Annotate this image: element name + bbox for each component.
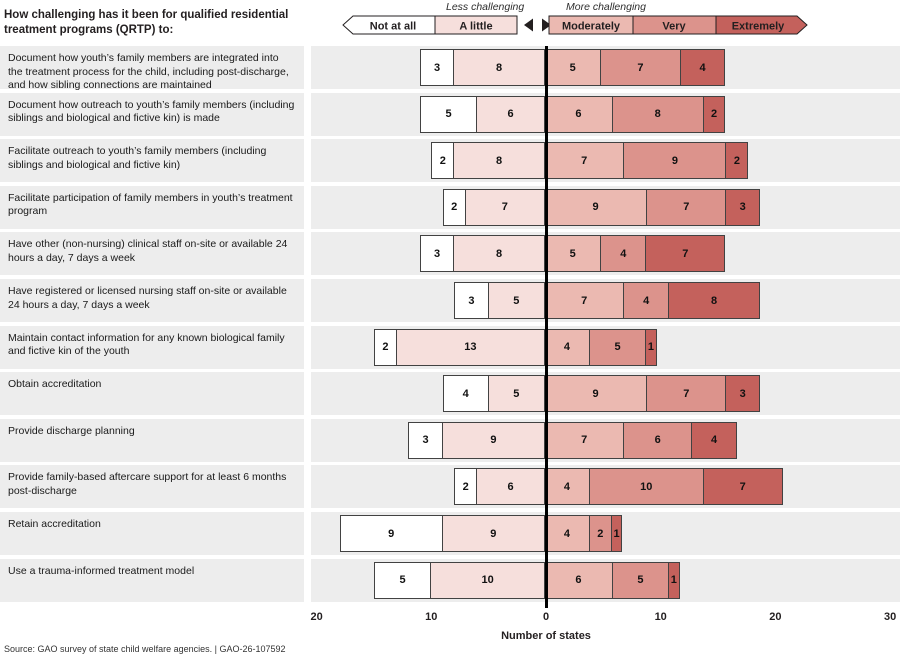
zero-axis-line xyxy=(545,46,548,608)
row-label: Retain accreditation xyxy=(0,512,304,555)
legend-caption-less-challenging: Less challenging xyxy=(446,1,525,13)
diverging-bar xyxy=(443,189,760,226)
bar-segment-extremely xyxy=(725,189,759,226)
bar-segment-a-little xyxy=(396,329,545,366)
bar-segment-extremely xyxy=(703,96,726,133)
bar-segment-a-little xyxy=(430,562,545,599)
segment-value: 3 xyxy=(739,201,746,214)
segment-value: 10 xyxy=(481,574,494,587)
segment-value: 7 xyxy=(637,61,644,74)
chart-title: How challenging has it been for qualified residential treatment programs (QRTP) to: xyxy=(4,9,289,37)
row-chart-band xyxy=(311,186,900,229)
row-label: Facilitate participation of family members in youth’s treatment program xyxy=(0,186,304,229)
segment-value: 2 xyxy=(439,154,446,167)
bar-segment-moderately xyxy=(544,49,601,86)
segment-value: 4 xyxy=(620,247,627,260)
segment-value: 1 xyxy=(670,574,677,587)
segment-value: 3 xyxy=(433,61,441,74)
segment-value: 5 xyxy=(399,574,406,587)
segment-value: 2 xyxy=(462,480,469,493)
x-axis-title: Number of states xyxy=(501,630,591,642)
segment-value: 6 xyxy=(654,434,661,447)
segment-value: 3 xyxy=(422,434,429,447)
bar-segment-a-little xyxy=(453,49,545,86)
x-tick-label: 20 xyxy=(769,611,782,623)
row-chart-band xyxy=(311,559,900,602)
bar-segment-very xyxy=(623,422,692,459)
x-tick-label: 20 xyxy=(310,611,323,623)
bar-segment-not-at-all xyxy=(420,49,454,86)
bar-segment-extremely xyxy=(725,142,748,179)
bar-segment-very xyxy=(600,235,646,272)
row-label: Maintain contact information for any known biological family and fictive kin of the youth xyxy=(0,326,304,369)
segment-value: 2 xyxy=(382,341,389,354)
row-chart-band xyxy=(311,372,900,415)
segment-value: 2 xyxy=(710,108,718,121)
row-label: Use a trauma-informed treatment model xyxy=(0,559,304,602)
segment-value: 7 xyxy=(683,201,690,214)
bar-segment-not-at-all xyxy=(408,422,442,459)
segment-value: 9 xyxy=(388,527,395,540)
segment-value: 5 xyxy=(513,294,520,307)
legend-label-extremely: Extremely xyxy=(731,20,785,33)
bar-segment-moderately xyxy=(544,562,613,599)
bar-segment-a-little xyxy=(453,235,545,272)
segment-value: 4 xyxy=(643,294,650,307)
segment-value: 9 xyxy=(671,154,678,167)
bar-segment-extremely xyxy=(668,282,760,319)
segment-value: 7 xyxy=(683,387,690,400)
segment-value: 3 xyxy=(468,294,475,307)
bar-segment-moderately xyxy=(544,142,624,179)
segment-value: 3 xyxy=(739,387,746,400)
bar-segment-a-little xyxy=(476,468,545,505)
bar-segment-moderately xyxy=(544,96,613,133)
diverging-bar xyxy=(374,562,680,599)
bar-segment-very xyxy=(623,142,726,179)
segment-value: 13 xyxy=(464,341,477,354)
bar-segment-not-at-all xyxy=(374,329,397,366)
row-chart-band xyxy=(311,465,900,508)
diverging-bar xyxy=(420,235,726,272)
row-label: Document how youth’s family members are integrated into the treatment process for the child, including post-discharge, and how sibling connections are maintained xyxy=(0,46,304,89)
diverging-bar xyxy=(340,515,623,552)
bar-segment-not-at-all xyxy=(443,189,466,226)
chart-row xyxy=(0,279,900,322)
segment-value: 1 xyxy=(613,527,620,540)
bar-segment-not-at-all xyxy=(420,96,477,133)
segment-value: 5 xyxy=(445,108,452,121)
bar-segment-moderately xyxy=(544,422,624,459)
bar-segment-extremely xyxy=(645,235,725,272)
segment-value: 8 xyxy=(654,108,661,121)
segment-value: 9 xyxy=(592,201,599,214)
row-label: Obtain accreditation xyxy=(0,372,304,415)
segment-value: 9 xyxy=(490,527,497,540)
bar-segment-extremely xyxy=(703,468,783,505)
segment-value: 7 xyxy=(682,247,689,260)
chart-row xyxy=(0,139,900,182)
bar-segment-a-little xyxy=(453,142,545,179)
segment-value: 6 xyxy=(575,108,582,121)
bar-segment-very xyxy=(589,329,646,366)
segment-value: 7 xyxy=(581,434,588,447)
row-chart-band xyxy=(311,46,900,89)
bar-segment-extremely xyxy=(611,515,622,552)
segment-value: 10 xyxy=(640,480,653,493)
row-label: Provide family-based aftercare support for at least 6 months post-discharge xyxy=(0,465,304,508)
bar-segment-not-at-all xyxy=(431,142,454,179)
segment-value: 4 xyxy=(563,527,570,540)
segment-value: 9 xyxy=(490,434,497,447)
segment-value: 8 xyxy=(710,294,718,307)
diverging-bar xyxy=(454,468,783,505)
bar-segment-not-at-all xyxy=(454,282,488,319)
chart-row xyxy=(0,372,900,415)
bar-segment-a-little xyxy=(488,375,545,412)
chart-row xyxy=(0,326,900,369)
segment-value: 5 xyxy=(614,341,621,354)
segment-value: 6 xyxy=(507,480,514,493)
chart-row xyxy=(0,465,900,508)
row-label: Facilitate outreach to youth’s family members (including siblings and biological and fictive kin) xyxy=(0,139,304,182)
bar-segment-extremely xyxy=(680,49,726,86)
bar-segment-moderately xyxy=(544,282,624,319)
row-label: Have registered or licensed nursing staff on-site or available 24 hours a day, 7 days a week xyxy=(0,279,304,322)
segment-value: 2 xyxy=(451,201,458,214)
bar-segment-very xyxy=(612,562,669,599)
bar-segment-moderately xyxy=(544,515,590,552)
row-chart-band xyxy=(311,139,900,182)
bar-segment-very xyxy=(612,96,704,133)
segment-value: 4 xyxy=(462,387,469,400)
bar-segment-not-at-all xyxy=(454,468,477,505)
row-label: Document how outreach to youth’s family members (including siblings and biological and fictive kin) is made xyxy=(0,93,304,136)
bar-segment-not-at-all xyxy=(374,562,431,599)
segment-value: 5 xyxy=(569,61,576,74)
diverging-bar xyxy=(431,142,748,179)
legend-label-a-little: A little xyxy=(459,20,493,33)
diverging-bar xyxy=(408,422,737,459)
diverging-bar xyxy=(374,329,657,366)
legend-caption-more-challenging: More challenging xyxy=(566,1,646,13)
segment-value: 7 xyxy=(581,294,588,307)
bar-segment-extremely xyxy=(725,375,759,412)
bar-segment-very xyxy=(600,49,680,86)
bar-segment-not-at-all xyxy=(443,375,489,412)
chart-row xyxy=(0,559,900,602)
segment-value: 4 xyxy=(699,61,706,74)
legend-label-not-at-all: Not at all xyxy=(369,20,417,33)
segment-value: 5 xyxy=(569,247,576,260)
bar-segment-a-little xyxy=(476,96,545,133)
x-tick-label: 30 xyxy=(883,611,897,623)
bar-segment-very xyxy=(646,375,726,412)
chart-row xyxy=(0,512,900,555)
row-chart-band xyxy=(311,512,900,555)
legend-label-very: Very xyxy=(662,20,686,33)
bar-segment-extremely xyxy=(668,562,679,599)
bar-segment-not-at-all xyxy=(420,235,454,272)
segment-value: 2 xyxy=(597,527,604,540)
bar-segment-very xyxy=(623,282,669,319)
bar-segment-a-little xyxy=(488,282,545,319)
bar-segment-a-little xyxy=(465,189,545,226)
segment-value: 4 xyxy=(563,341,570,354)
bar-segment-a-little xyxy=(442,422,545,459)
legend-label-moderately: Moderately xyxy=(561,20,621,33)
bar-segment-extremely xyxy=(691,422,737,459)
chart-row xyxy=(0,232,900,275)
segment-value: 2 xyxy=(733,154,741,167)
segment-value: 4 xyxy=(563,480,570,493)
chart-row xyxy=(0,46,900,92)
segment-value: 6 xyxy=(575,574,582,587)
bar-segment-very xyxy=(589,515,612,552)
bar-segment-moderately xyxy=(544,468,590,505)
diverging-bar xyxy=(420,96,726,133)
x-tick-label: 0 xyxy=(542,611,550,623)
segment-value: 8 xyxy=(496,154,503,167)
diverging-bar xyxy=(454,282,760,319)
bar-segment-extremely xyxy=(645,329,656,366)
x-tick-label: 10 xyxy=(654,611,667,623)
bar-segment-moderately xyxy=(544,189,647,226)
segment-value: 1 xyxy=(647,341,654,354)
row-chart-band xyxy=(311,232,900,275)
segment-value: 8 xyxy=(496,247,503,260)
bar-segment-not-at-all xyxy=(340,515,443,552)
row-label: Have other (non-nursing) clinical staff on-site or available 24 hours a day, 7 days a week xyxy=(0,232,304,275)
row-chart-band xyxy=(311,279,900,322)
segment-value: 7 xyxy=(501,201,508,214)
bar-segment-moderately xyxy=(544,375,647,412)
segment-value: 9 xyxy=(592,387,599,400)
chart-row xyxy=(0,186,900,229)
diverging-bar xyxy=(443,375,760,412)
segment-value: 7 xyxy=(739,480,746,493)
bar-segment-very xyxy=(646,189,726,226)
segment-value: 5 xyxy=(637,574,644,587)
row-label: Provide discharge planning xyxy=(0,419,304,462)
x-tick-label: 10 xyxy=(425,611,438,623)
segment-value: 5 xyxy=(513,387,520,400)
segment-value: 7 xyxy=(581,154,588,167)
source-note: Source: GAO survey of state child welfare agencies. | GAO-26-107592 xyxy=(4,644,286,654)
segment-value: 6 xyxy=(507,108,514,121)
bar-segment-very xyxy=(589,468,704,505)
bar-segment-moderately xyxy=(544,235,601,272)
row-chart-band xyxy=(311,93,900,136)
row-chart-band xyxy=(311,326,900,369)
segment-value: 4 xyxy=(710,434,718,447)
bar-segment-a-little xyxy=(442,515,545,552)
diverging-bar xyxy=(420,49,726,86)
segment-value: 8 xyxy=(496,61,503,74)
chart-row xyxy=(0,419,900,462)
bar-segment-moderately xyxy=(544,329,590,366)
chart-row xyxy=(0,93,900,136)
segment-value: 3 xyxy=(433,247,441,260)
row-chart-band xyxy=(311,419,900,462)
